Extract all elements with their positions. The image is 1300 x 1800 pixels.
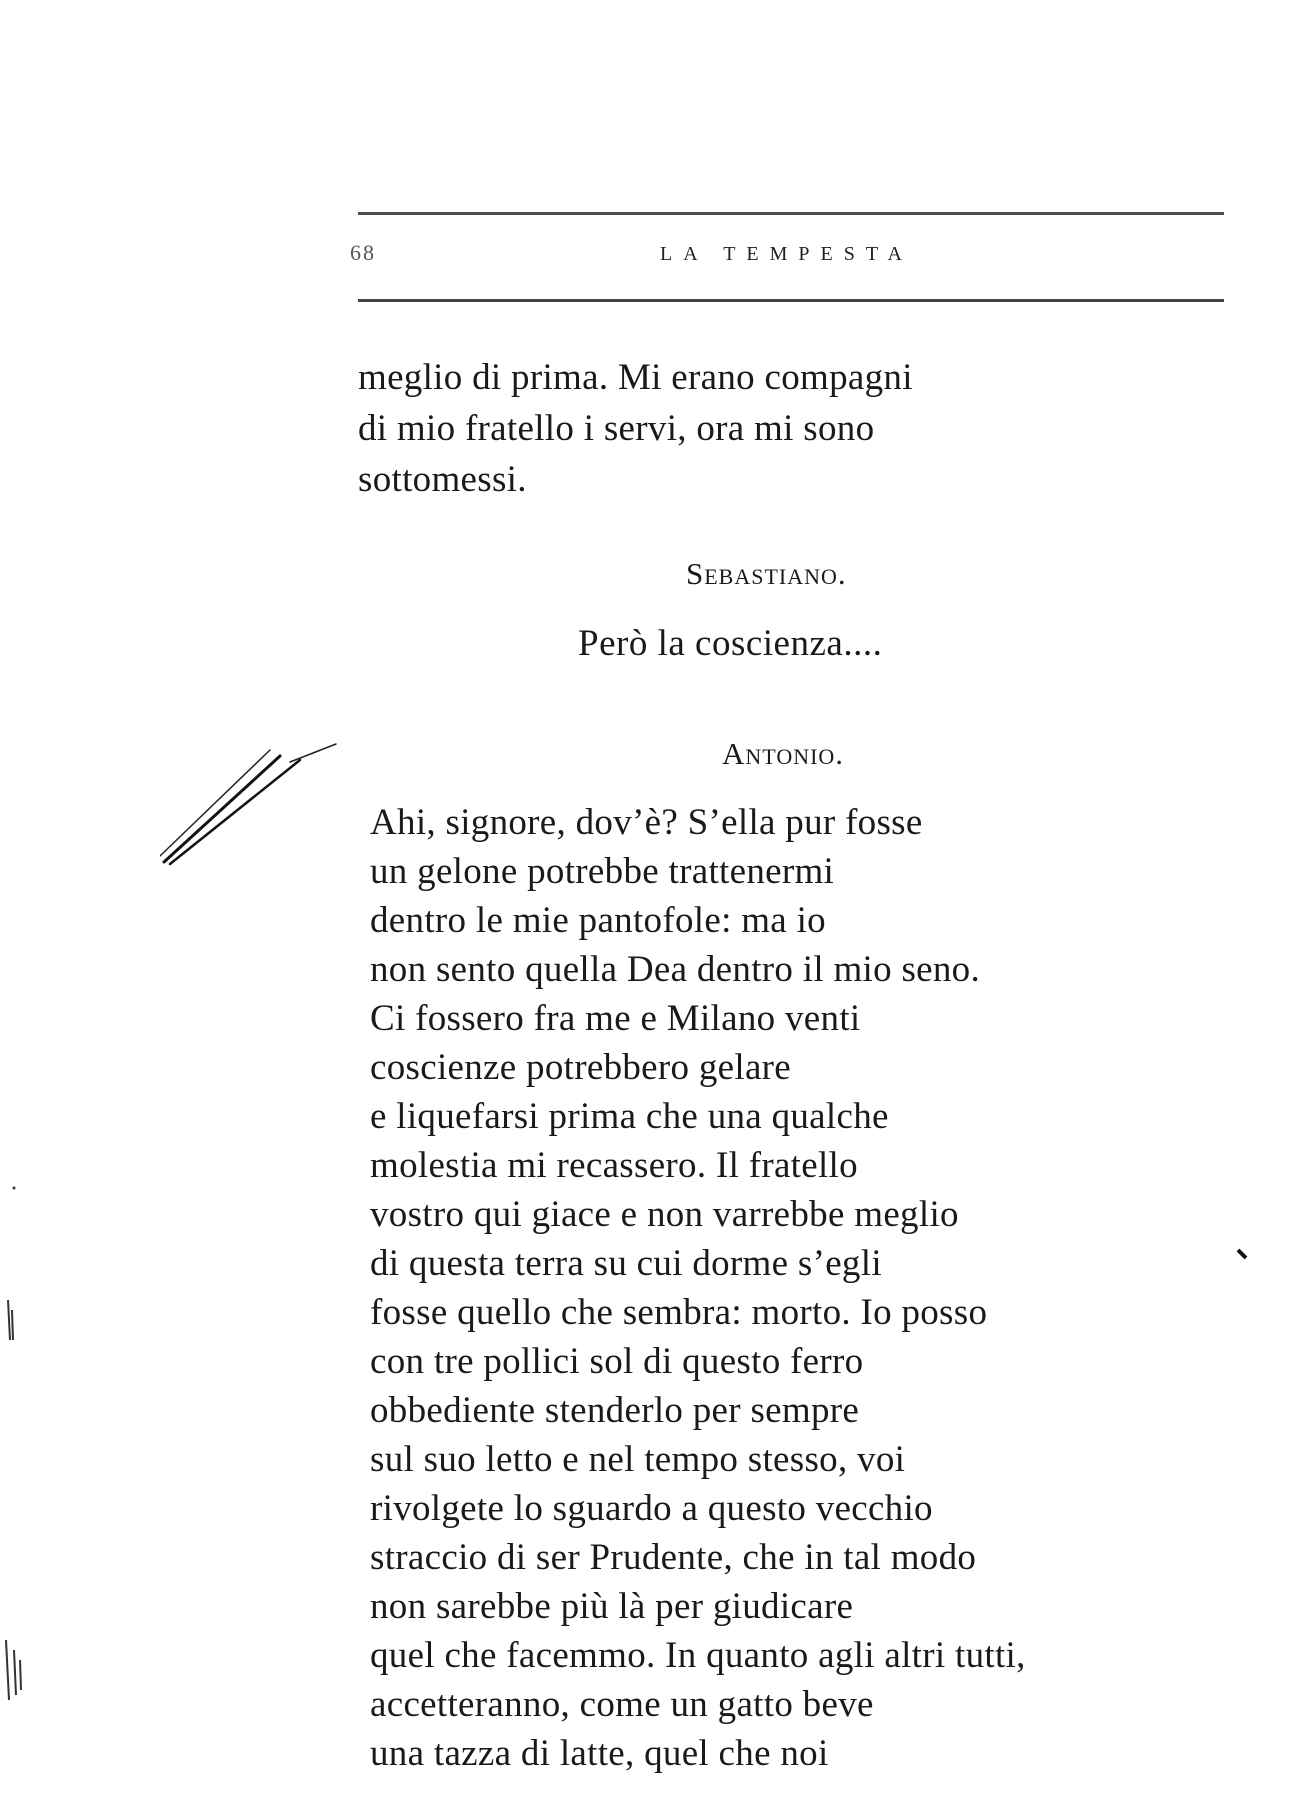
verse-line: Ci fossero fra me e Milano venti bbox=[370, 998, 861, 1039]
prose-line: sottomessi. bbox=[358, 459, 527, 500]
verse-line: straccio di ser Prudente, che in tal modo bbox=[370, 1537, 977, 1578]
verse-line: sul suo letto e nel tempo stesso, voi bbox=[370, 1439, 906, 1480]
header-rule-bottom bbox=[358, 299, 1224, 302]
verse-line: e liquefarsi prima che una qualche bbox=[370, 1096, 889, 1137]
verse-line: accetteranno, come un gatto beve bbox=[370, 1684, 874, 1725]
verse-line: di questa terra su cui dorme s’egli bbox=[370, 1243, 882, 1284]
antonio-verse bbox=[370, 798, 1250, 1778]
verse-line: quel che facemmo. In quanto agli altri tutti, bbox=[370, 1635, 1026, 1676]
speech-line-sebastiano: Però la coscienza.... bbox=[578, 623, 883, 664]
page-number: 68 bbox=[350, 240, 376, 265]
header-rule-top bbox=[358, 212, 1224, 215]
verse-line: obbediente stenderlo per sempre bbox=[370, 1390, 860, 1431]
verse-line: con tre pollici sol di questo ferro bbox=[370, 1341, 864, 1382]
prose-line: meglio di prima. Mi erano compagni bbox=[358, 357, 913, 398]
verse-line: fosse quello che sembra: morto. Io posso bbox=[370, 1292, 988, 1333]
verse-line: coscienze potrebbero gelare bbox=[370, 1047, 792, 1088]
verse-line: molestia mi recassero. Il fratello bbox=[370, 1145, 858, 1186]
verse-line: una tazza di latte, quel che noi bbox=[370, 1733, 829, 1774]
opening-prose bbox=[358, 352, 1158, 505]
prose-line: di mio fratello i servi, ora mi sono bbox=[358, 408, 875, 449]
verse-line: un gelone potrebbe trattenermi bbox=[370, 851, 835, 892]
verse-line: non sento quella Dea dentro il mio seno. bbox=[370, 949, 981, 990]
verse-line: non sarebbe più là per giudicare bbox=[370, 1586, 854, 1627]
verse-line: vostro qui giace e non varrebbe meglio bbox=[370, 1194, 959, 1235]
running-title: LA TEMPESTA bbox=[660, 243, 913, 265]
speaker-name-antonio: Antonio. bbox=[722, 736, 845, 771]
verse-line: rivolgete lo sguardo a questo vecchio bbox=[370, 1488, 933, 1529]
speaker-name-sebastiano: Sebastiano. bbox=[686, 556, 847, 591]
pencil-margin-mark bbox=[160, 736, 350, 866]
verse-line: dentro le mie pantofole: ma io bbox=[370, 900, 826, 941]
verse-line: Ahi, signore, dov’è? S’ella pur fosse bbox=[370, 802, 923, 843]
